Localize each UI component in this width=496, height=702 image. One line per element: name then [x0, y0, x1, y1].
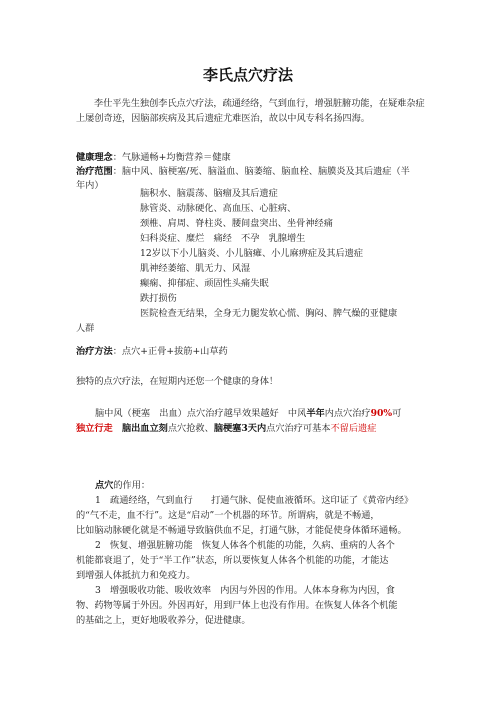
treatment-method-text: ：点穴+正骨+拔筋+山草药: [112, 346, 228, 357]
treatment-scope-first-cont: 年内）: [76, 180, 104, 191]
effects-line: 比如脑动脉硬化就是不畅通导致脑供血不足，打通气脉，才能促使身体循环通畅。: [76, 525, 407, 536]
scope-item: 颈椎、肩周、脊柱炎、腰间盘突出、坐骨神经痛: [140, 218, 333, 229]
treatment-scope-first: ：脑中风、脑梗塞/死、脑溢血、脑萎缩、脑血栓、脑膜炎及其后遗症（半: [112, 166, 410, 177]
scope-item: 肌神经萎缩、肌无力、风湿: [140, 263, 251, 274]
effects-heading: [95, 478, 150, 493]
effects-line: 物、药物等属于外因。外因再好，用到尸体上也没有作用。在恢复人体各个机能: [76, 600, 398, 611]
intro-paragraph: 李仕平先生独创李氏点穴疗法，疏通经络，气到血行，增强脏腑功能，在疑难杂症上屡创奇迹，因脑部疾病及其后遗症尤难医治，故以中风专科名扬四海。: [76, 98, 425, 124]
effects-line: 2 恢复、增强脏腑功能 恢复人体各个机能的功能，久病、重病的人各个: [95, 540, 395, 551]
scope-item: 癫痫、抑郁症、顽固性头痛失眠: [140, 278, 269, 289]
treatment-scope-label: 治疗范围: [76, 166, 113, 177]
stroke-no-sequelae: 不留后遗症: [330, 423, 377, 434]
stroke-percent: 90%: [370, 408, 393, 419]
treatment-method: [76, 344, 228, 359]
stroke-half-year: 半年: [306, 408, 325, 419]
stroke-line-2: [76, 421, 376, 436]
stroke-hemorrhage: 脑出血立刻: [121, 423, 168, 434]
effects-line: 3 增强吸收功能、吸收效率 内因与外因的作用。人体本身称为内因，食: [95, 585, 395, 596]
treatment-method-label: 治疗方法: [76, 346, 113, 357]
stroke-text: 点穴抢救、: [167, 423, 214, 434]
stroke-gap: [113, 423, 122, 434]
stroke-walk: 独立行走: [76, 423, 113, 434]
unique-statement: 独特的点穴疗法，在短期内还您一个健康的身体！: [76, 376, 279, 387]
treatment-scope: [76, 164, 410, 179]
scope-item: 12岁以下小儿脑炎、小儿脑瘫、小儿麻痹症及其后遗症: [140, 248, 364, 259]
stroke-text: 内点穴治疗: [324, 408, 371, 419]
scope-item: 跌打损伤: [140, 293, 177, 304]
page-title: 李氏点穴疗法: [202, 66, 293, 84]
scope-last-cont: 人群: [76, 323, 95, 334]
effects-line: 1 疏通经络，气到血行 打通气脉、促使血液循环。这印证了《黄帝内经》: [95, 495, 414, 506]
health-concept-text: ：气脉通畅+均衡营养＝健康: [112, 152, 231, 163]
effects-heading-bold: 点穴: [95, 480, 114, 491]
stroke-text: 可: [392, 408, 402, 419]
scope-item: 脑积水、脑震荡、脑瘤及其后遗症: [140, 188, 278, 199]
health-concept-label: 健康理念: [76, 152, 113, 163]
health-concept: [76, 150, 231, 165]
stroke-line-1: [95, 406, 401, 421]
scope-item: 脉管炎、动脉硬化、高血压、心脏病、: [140, 203, 297, 214]
stroke-infarction: 脑梗塞3天内: [213, 423, 267, 434]
effects-line: 机能都衰退了，处于“半工作”状态，所以要恢复人体各个机能的功能，才能达: [76, 555, 389, 566]
effects-heading-rest: 的作用：: [113, 480, 151, 491]
stroke-text: 点穴治疗可基本: [266, 423, 331, 434]
scope-item: 医院检查无结果，全身无力腿发软心慌、胸闷、脾气燥的亚健康: [140, 308, 398, 319]
effects-line: 的“气不走，血不行”。这是“启动”一个机器的环节。所谓病，就是不畅通，: [76, 510, 380, 521]
effects-line: 到增强人体抵抗力和免疫力。: [76, 570, 196, 581]
scope-item: 妇科炎症、糜烂 痛经 不孕 乳腺增生: [140, 233, 306, 244]
effects-line: 的基础之上，更好地吸收养分，促进健康。: [76, 615, 251, 626]
stroke-text: 脑中风（梗塞 出血）点穴治疗越早效果越好 中风: [95, 408, 307, 419]
